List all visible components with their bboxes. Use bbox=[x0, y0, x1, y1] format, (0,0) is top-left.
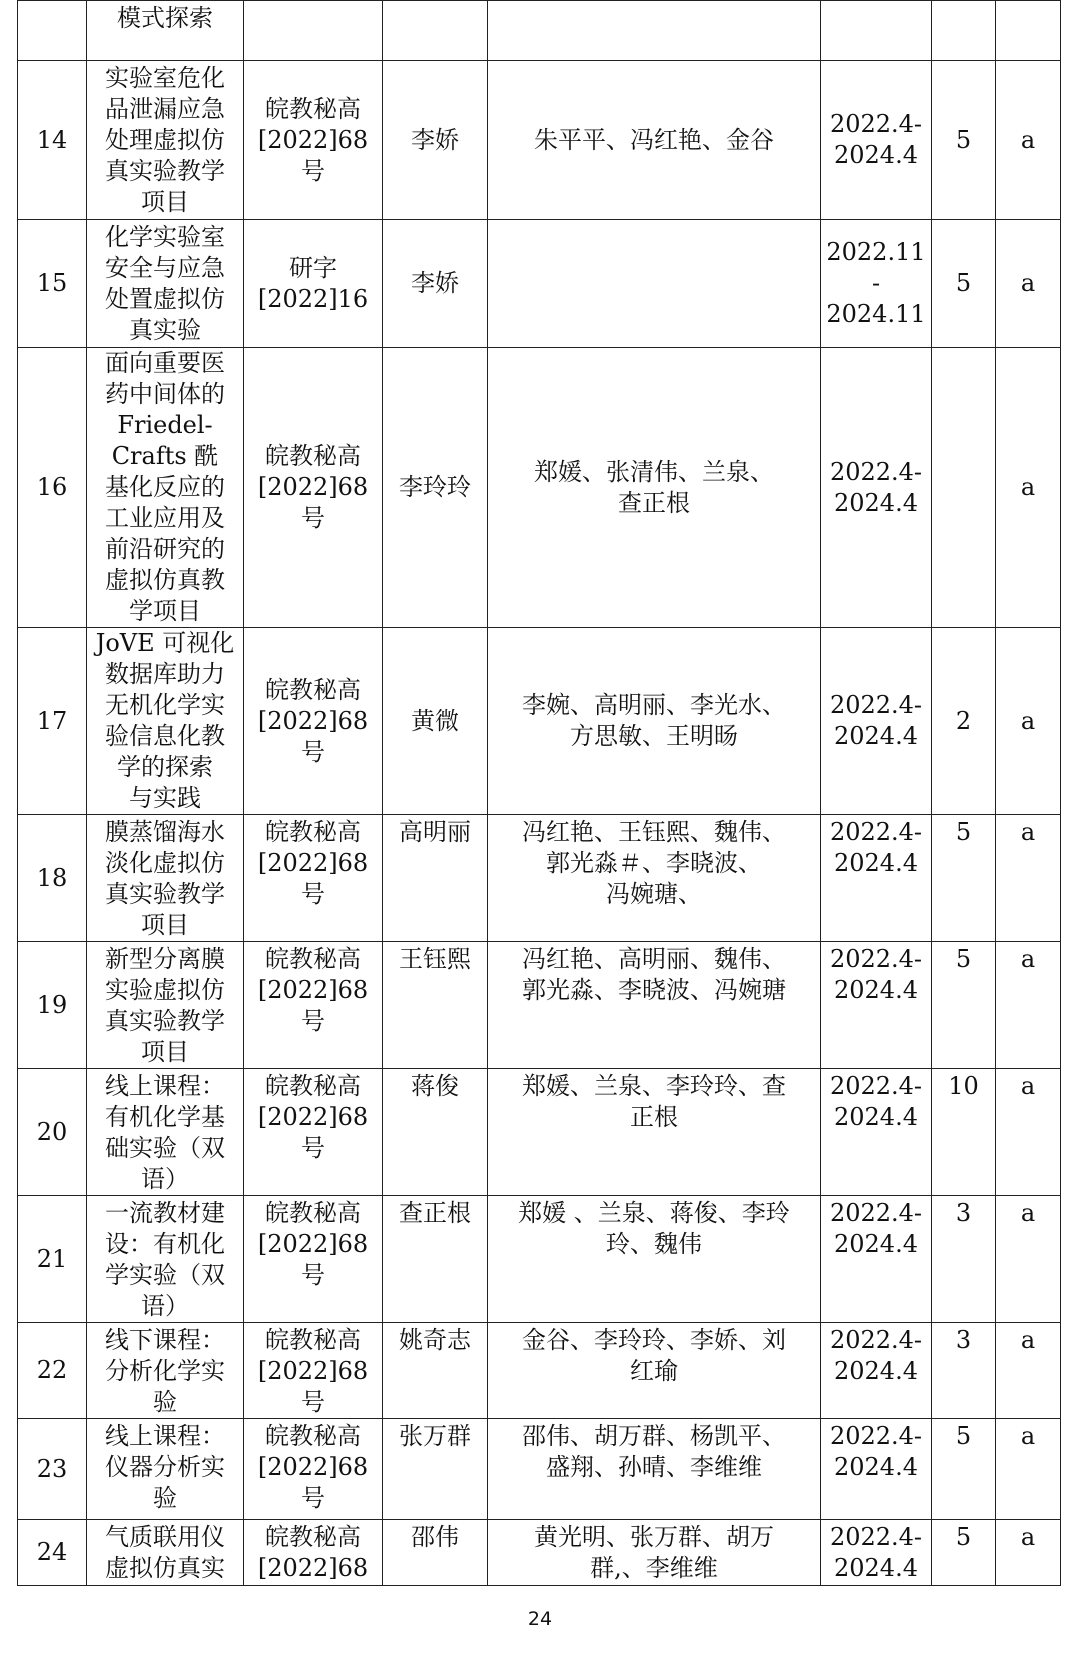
count-cell: 5 bbox=[932, 815, 996, 942]
project-leader-cell: 李玲玲 bbox=[383, 348, 488, 628]
count-cell: 5 bbox=[932, 220, 996, 348]
project-members-cell: 郑媛 、兰泉、蒋俊、李玲 玲、魏伟 bbox=[488, 1196, 821, 1323]
count-cell: 5 bbox=[932, 942, 996, 1069]
project-members-cell: 冯红艳、王钰熙、魏伟、 郭光淼＃、李晓波、 冯婉瑭、 bbox=[488, 815, 821, 942]
project-leader-cell: 李娇 bbox=[383, 61, 488, 220]
document-number-cell: 皖教秘高 [2022]68 号 bbox=[244, 942, 383, 1069]
project-leader-cell: 王钰熙 bbox=[383, 942, 488, 1069]
document-number-cell: 皖教秘高 [2022]68 号 bbox=[244, 348, 383, 628]
count-cell: 10 bbox=[932, 1069, 996, 1196]
project-period-cell: 2022.4- 2024.4 bbox=[821, 61, 932, 220]
document-number-cell: 皖教秘高 [2022]68 号 bbox=[244, 628, 383, 815]
table-row bbox=[18, 815, 1061, 942]
level-cell: a bbox=[996, 1196, 1061, 1323]
document-number-cell: 皖教秘高 [2022]68 号 bbox=[244, 1419, 383, 1520]
row-number-cell: 18 bbox=[18, 815, 87, 942]
level-cell: a bbox=[996, 1419, 1061, 1520]
count-cell bbox=[932, 348, 996, 628]
project-name-cell: 膜蒸馏海水 淡化虚拟仿 真实验教学 项目 bbox=[87, 815, 244, 942]
project-name-cell: 线下课程： 分析化学实 验 bbox=[87, 1323, 244, 1419]
project-period-cell: 2022.11 - 2024.11 bbox=[821, 220, 932, 348]
count-cell: 5 bbox=[932, 1419, 996, 1520]
project-members-cell: 金谷、李玲玲、李娇、刘 红瑜 bbox=[488, 1323, 821, 1419]
document-number-cell: 皖教秘高 [2022]68 号 bbox=[244, 1069, 383, 1196]
project-period-cell: 2022.4- 2024.4 bbox=[821, 1069, 932, 1196]
row-number-cell: 23 bbox=[18, 1419, 87, 1520]
level-cell: a bbox=[996, 1323, 1061, 1419]
document-number-cell: 皖教秘高 [2022]68 号 bbox=[244, 815, 383, 942]
project-period-cell bbox=[821, 1, 932, 61]
document-number-cell: 研字 [2022]16 bbox=[244, 220, 383, 348]
project-name-cell: 线上课程： 仪器分析实 验 bbox=[87, 1419, 244, 1520]
row-number-cell: 14 bbox=[18, 61, 87, 220]
table-row bbox=[18, 1520, 1061, 1586]
level-cell: a bbox=[996, 1520, 1061, 1586]
table-row bbox=[18, 628, 1061, 815]
level-cell: a bbox=[996, 628, 1061, 815]
project-period-cell: 2022.4- 2024.4 bbox=[821, 628, 932, 815]
document-number-cell bbox=[244, 1, 383, 61]
table-row bbox=[18, 1323, 1061, 1419]
row-number-cell: 16 bbox=[18, 348, 87, 628]
project-leader-cell: 邵伟 bbox=[383, 1520, 488, 1586]
document-number-cell: 皖教秘高 [2022]68 号 bbox=[244, 1196, 383, 1323]
table-row bbox=[18, 61, 1061, 220]
row-number-cell: 24 bbox=[18, 1520, 87, 1586]
project-leader-cell: 蒋俊 bbox=[383, 1069, 488, 1196]
project-leader-cell: 姚奇志 bbox=[383, 1323, 488, 1419]
count-cell: 5 bbox=[932, 61, 996, 220]
count-cell: 2 bbox=[932, 628, 996, 815]
project-period-cell: 2022.4- 2024.4 bbox=[821, 1196, 932, 1323]
table-row bbox=[18, 220, 1061, 348]
document-number-cell: 皖教秘高 [2022]68 号 bbox=[244, 1323, 383, 1419]
level-cell: a bbox=[996, 1069, 1061, 1196]
level-cell: a bbox=[996, 348, 1061, 628]
count-cell: 5 bbox=[932, 1520, 996, 1586]
level-cell bbox=[996, 1, 1061, 61]
page-number: 24 bbox=[527, 1608, 553, 1630]
project-members-cell: 郑媛、张清伟、兰泉、 查正根 bbox=[488, 348, 821, 628]
count-cell bbox=[932, 1, 996, 61]
project-name-cell: 化学实验室 安全与应急 处置虚拟仿 真实验 bbox=[87, 220, 244, 348]
project-members-cell bbox=[488, 220, 821, 348]
level-cell: a bbox=[996, 815, 1061, 942]
project-members-cell: 黄光明、张万群、胡万 群,、李维维 bbox=[488, 1520, 821, 1586]
project-name-cell: 模式探索 bbox=[87, 1, 244, 61]
level-cell: a bbox=[996, 61, 1061, 220]
project-leader-cell bbox=[383, 1, 488, 61]
project-name-cell: 线上课程： 有机化学基 础实验（双 语） bbox=[87, 1069, 244, 1196]
table-row bbox=[18, 942, 1061, 1069]
project-leader-cell: 高明丽 bbox=[383, 815, 488, 942]
project-members-cell bbox=[488, 1, 821, 61]
project-period-cell: 2022.4- 2024.4 bbox=[821, 348, 932, 628]
row-number-cell bbox=[18, 1, 87, 61]
row-number-cell: 15 bbox=[18, 220, 87, 348]
project-period-cell: 2022.4- 2024.4 bbox=[821, 1419, 932, 1520]
project-period-cell: 2022.4- 2024.4 bbox=[821, 942, 932, 1069]
row-number-cell: 20 bbox=[18, 1069, 87, 1196]
project-name-cell: 实验室危化 品泄漏应急 处理虚拟仿 真实验教学 项目 bbox=[87, 61, 244, 220]
row-number-cell: 21 bbox=[18, 1196, 87, 1323]
project-table-body bbox=[18, 1, 1061, 1586]
project-period-cell: 2022.4- 2024.4 bbox=[821, 1520, 932, 1586]
project-period-cell: 2022.4- 2024.4 bbox=[821, 1323, 932, 1419]
project-name-cell: 气质联用仪 虚拟仿真实 bbox=[87, 1520, 244, 1586]
project-name-cell: JoVE 可视化 数据库助力 无机化学实 验信息化教 学的探索 与实践 bbox=[87, 628, 244, 815]
project-table bbox=[17, 0, 1061, 1586]
project-leader-cell: 黄微 bbox=[383, 628, 488, 815]
row-number-cell: 19 bbox=[18, 942, 87, 1069]
project-name-cell: 面向重要医 药中间体的 Friedel- Crafts 酰 基化反应的 工业应用及 前沿研究的 虚拟仿真教 学项目 bbox=[87, 348, 244, 628]
project-members-cell: 冯红艳、高明丽、魏伟、 郭光淼、李晓波、冯婉瑭 bbox=[488, 942, 821, 1069]
table-row bbox=[18, 1069, 1061, 1196]
project-leader-cell: 张万群 bbox=[383, 1419, 488, 1520]
table-row bbox=[18, 348, 1061, 628]
level-cell: a bbox=[996, 220, 1061, 348]
table-row bbox=[18, 1, 1061, 61]
row-number-cell: 22 bbox=[18, 1323, 87, 1419]
level-cell: a bbox=[996, 942, 1061, 1069]
document-number-cell: 皖教秘高 [2022]68 bbox=[244, 1520, 383, 1586]
project-leader-cell: 李娇 bbox=[383, 220, 488, 348]
count-cell: 3 bbox=[932, 1196, 996, 1323]
project-members-cell: 郑媛、兰泉、李玲玲、查 正根 bbox=[488, 1069, 821, 1196]
project-name-cell: 一流教材建 设：有机化 学实验（双 语） bbox=[87, 1196, 244, 1323]
project-leader-cell: 查正根 bbox=[383, 1196, 488, 1323]
count-cell: 3 bbox=[932, 1323, 996, 1419]
project-name-cell: 新型分离膜 实验虚拟仿 真实验教学 项目 bbox=[87, 942, 244, 1069]
project-members-cell: 朱平平、冯红艳、金谷 bbox=[488, 61, 821, 220]
table-row bbox=[18, 1196, 1061, 1323]
row-number-cell: 17 bbox=[18, 628, 87, 815]
table-row bbox=[18, 1419, 1061, 1520]
project-members-cell: 邵伟、胡万群、杨凯平、 盛翔、孙晴、李维维 bbox=[488, 1419, 821, 1520]
document-number-cell: 皖教秘高 [2022]68 号 bbox=[244, 61, 383, 220]
project-period-cell: 2022.4- 2024.4 bbox=[821, 815, 932, 942]
project-members-cell: 李婉、高明丽、李光水、 方思敏、王明旸 bbox=[488, 628, 821, 815]
